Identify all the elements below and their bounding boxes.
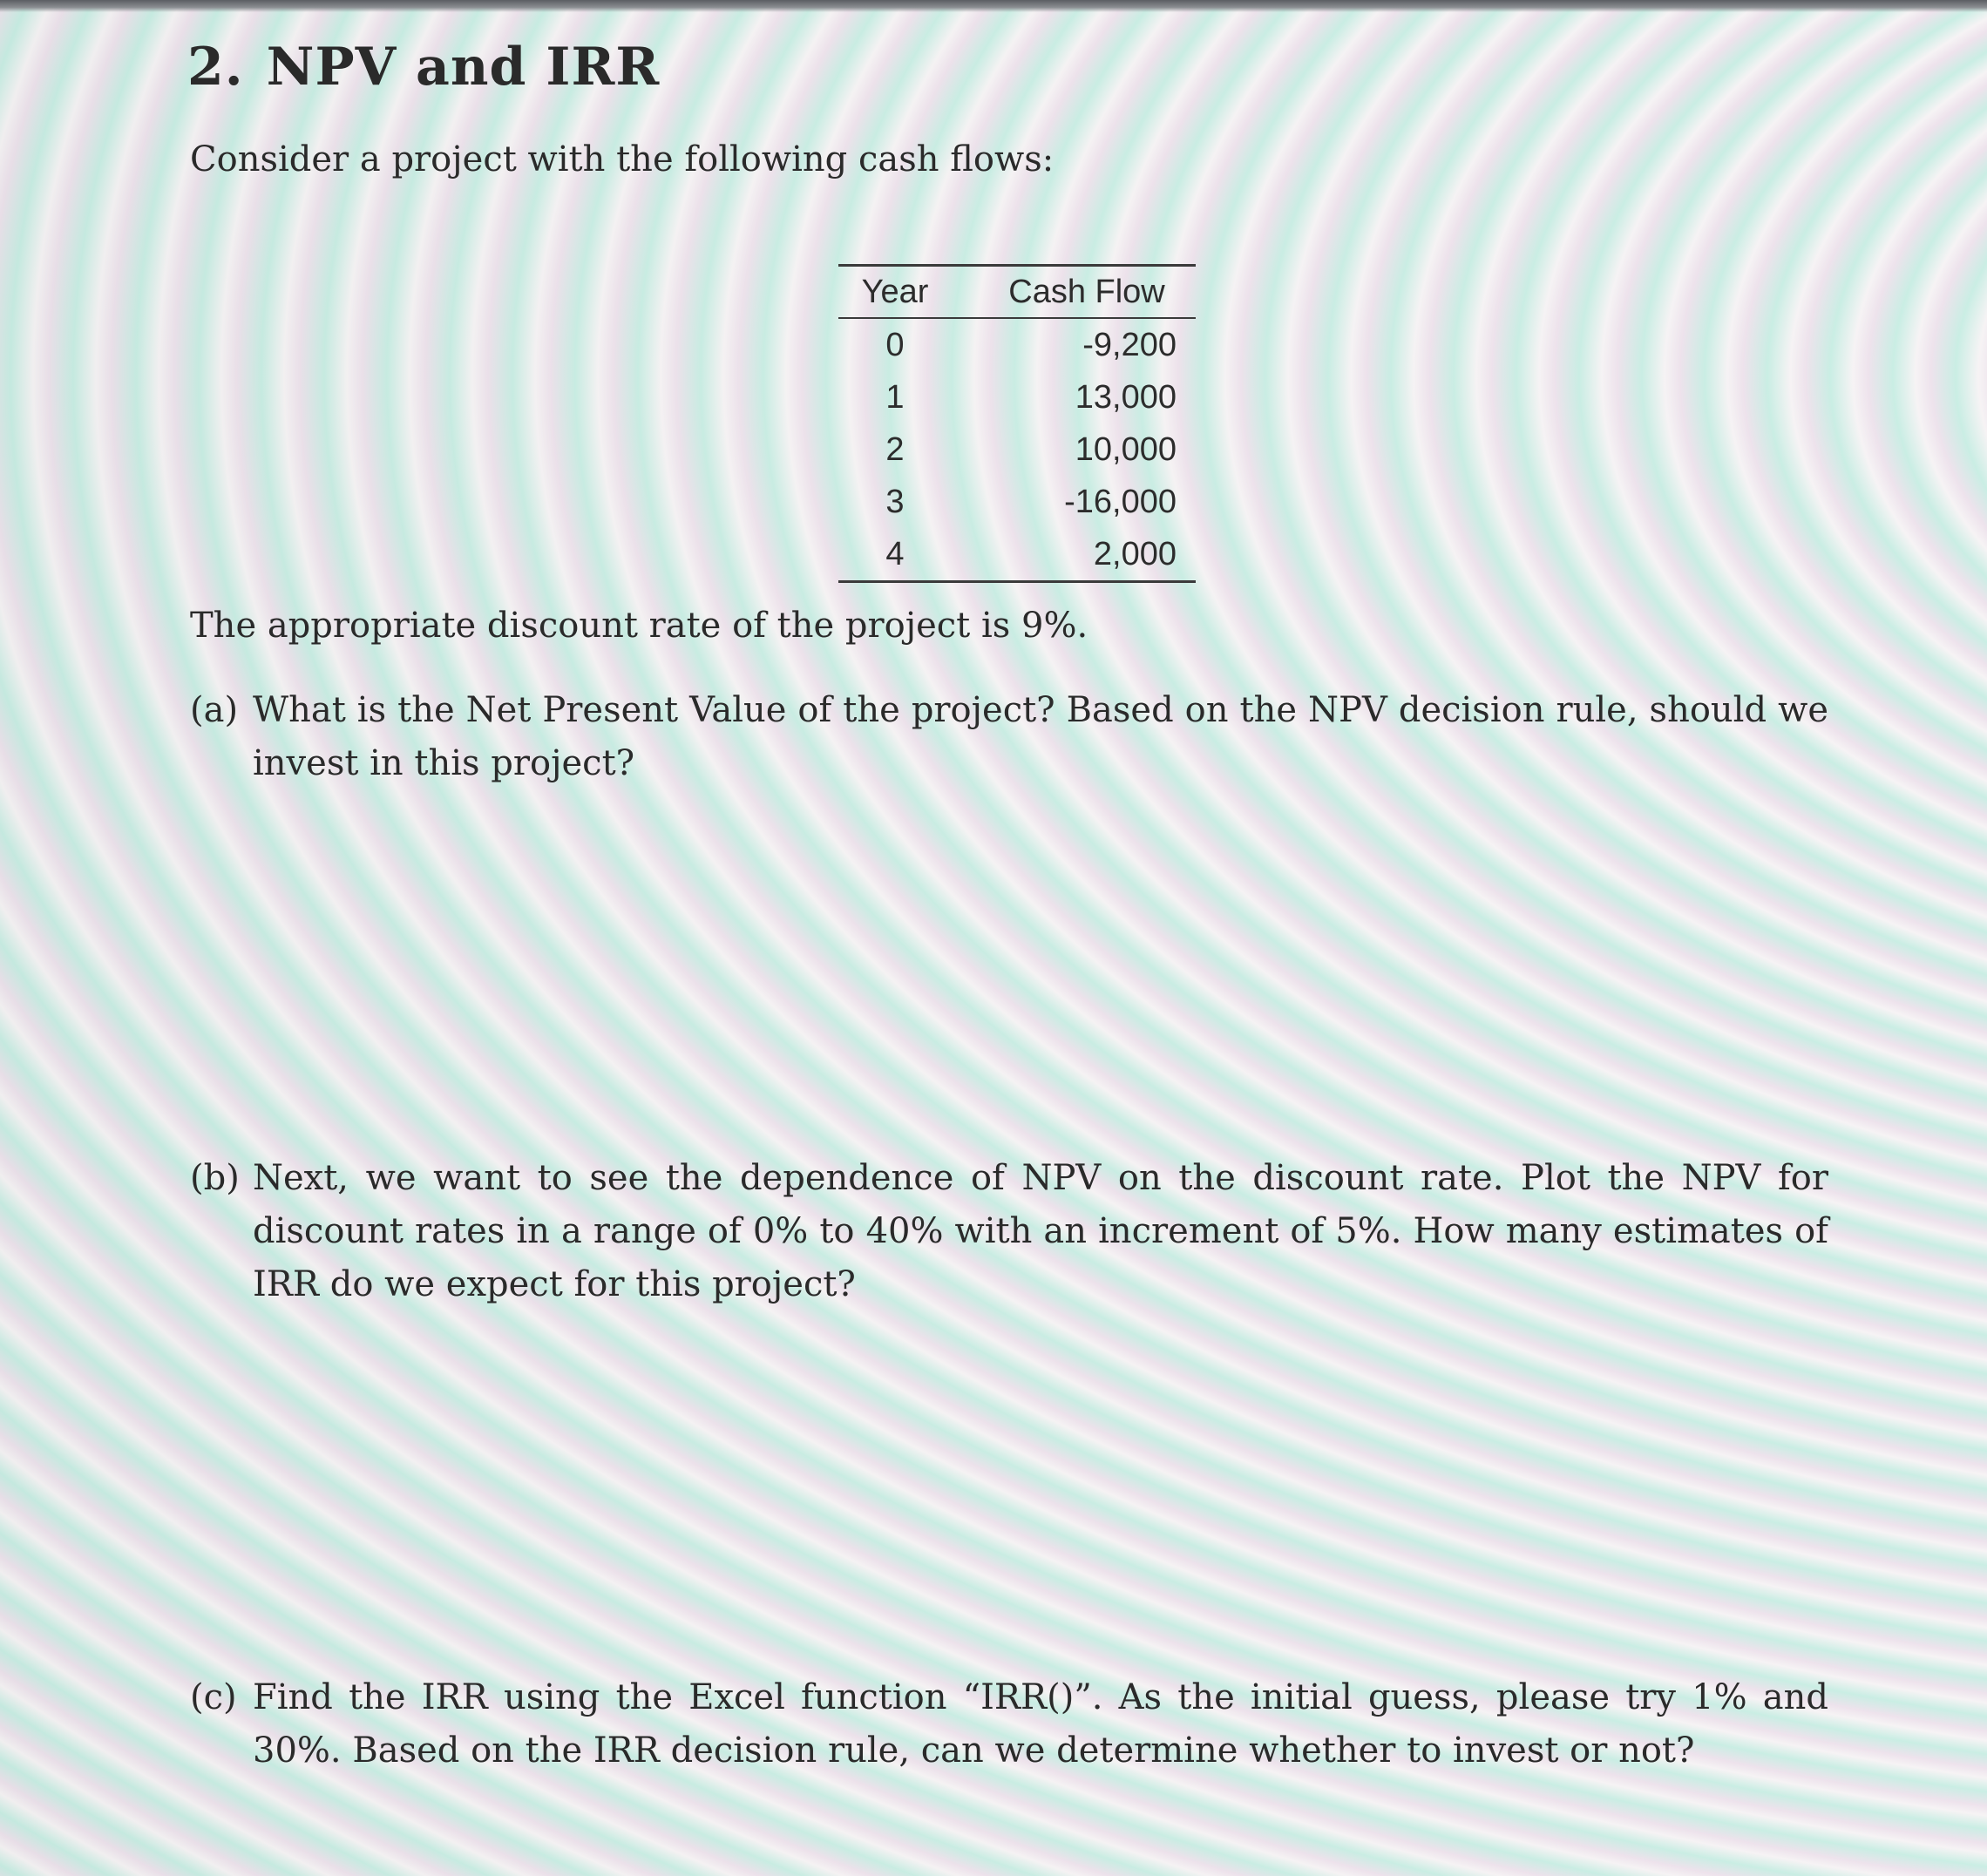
year-cell: 2	[885, 430, 905, 468]
question-a	[190, 684, 1828, 790]
question-label: (c)	[190, 1677, 237, 1717]
cash-flow-table	[838, 264, 1196, 583]
year-cell: 4	[885, 535, 905, 572]
cash-flow-cell: 2,000	[1093, 535, 1177, 572]
cash-flow-cell: -9,200	[1082, 326, 1177, 363]
cash-flow-cell: 10,000	[1075, 430, 1177, 468]
question-text: Find the IRR using the Excel function “IRR()”. As the initial guess, please try 1% and 30%. Based on the IRR decision rule, can we determine whether to invest or not?	[253, 1677, 1828, 1771]
table-row	[838, 318, 1196, 371]
header-cash-flow: Cash Flow	[1008, 273, 1165, 310]
cash-flow-cell: 13,000	[1075, 378, 1177, 416]
problem-number: 2.	[187, 37, 244, 98]
question-label: (a)	[190, 690, 239, 730]
intro-text: Consider a project with the following cash flows:	[190, 139, 1055, 179]
question-text: Next, we want to see the dependence of NPV on the discount rate. Plot the NPV for discount rates in a range of 0% to 40% with an increment of 5%. How many estimates of IRR do we expect for this project?	[253, 1158, 1828, 1304]
question-c	[190, 1671, 1828, 1778]
table-row	[838, 528, 1196, 582]
table-header-row	[838, 266, 1196, 319]
year-cell: 3	[885, 483, 905, 520]
question-label: (b)	[190, 1158, 240, 1198]
discount-rate-text: The appropriate discount rate of the project is 9%.	[190, 606, 1088, 646]
question-text: What is the Net Present Value of the project? Based on the NPV decision rule, should we invest in this project?	[253, 690, 1828, 783]
table-row	[838, 423, 1196, 476]
table-row	[838, 476, 1196, 528]
year-cell: 0	[885, 326, 905, 363]
table-row	[838, 371, 1196, 423]
cash-flow-cell: -16,000	[1064, 483, 1177, 520]
year-cell: 1	[885, 378, 905, 416]
problem-heading	[187, 37, 660, 98]
problem-title: NPV and IRR	[266, 37, 661, 98]
header-year: Year	[861, 273, 929, 310]
question-b	[190, 1152, 1828, 1311]
